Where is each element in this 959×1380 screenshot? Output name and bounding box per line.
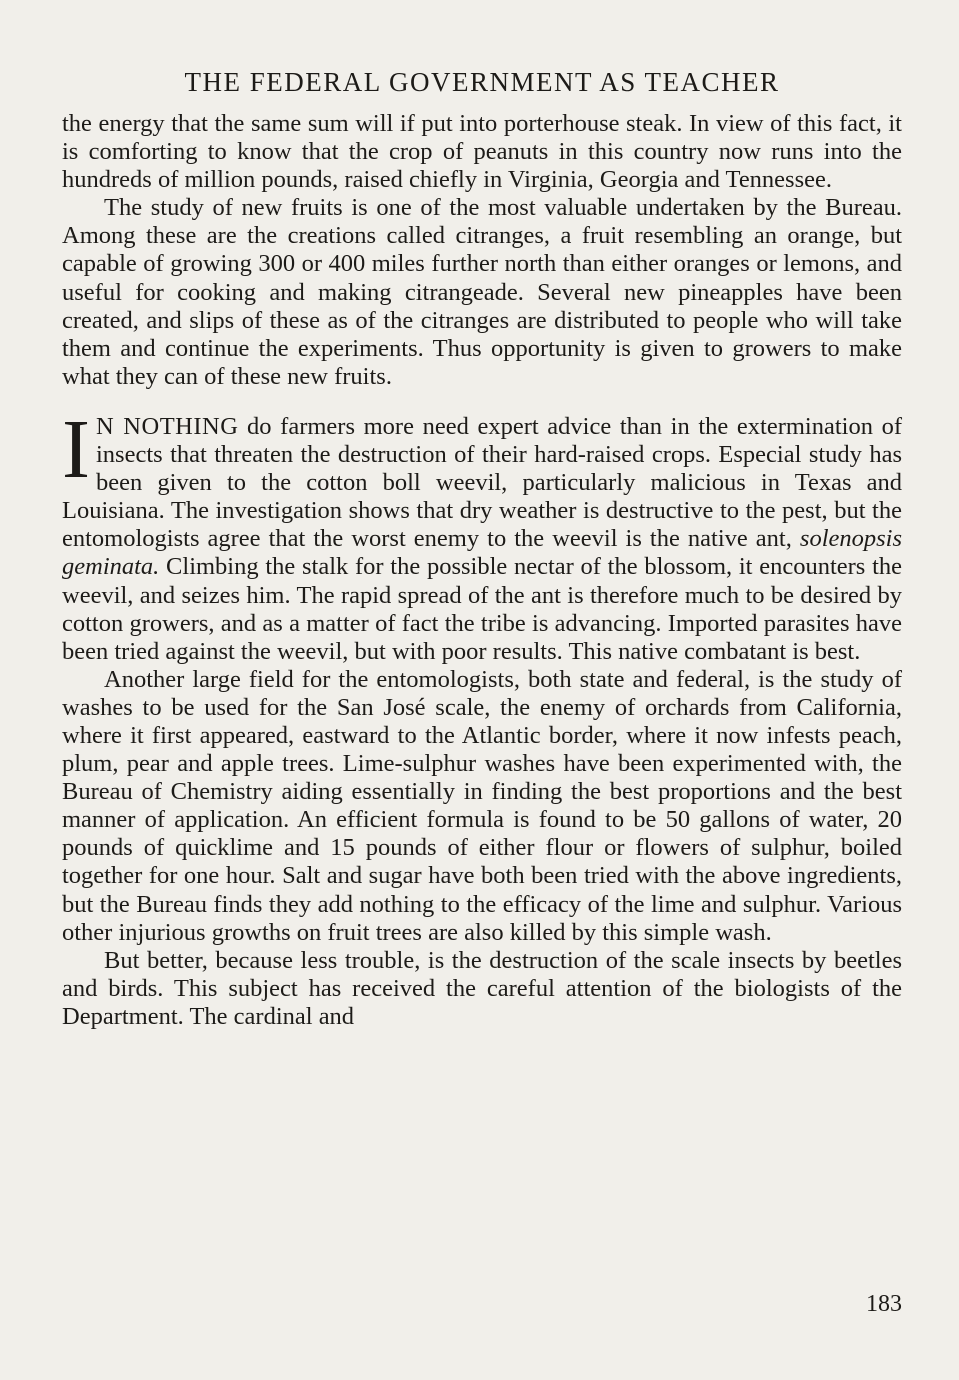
lead-in-words: N NOTHING [95,412,239,440]
paragraph-beetles-birds: But better, because less trouble, is the destruction of the scale insects by beetles and birds. This subject has received the careful attention of the biologists of the Department. The cardinal and [62,946,902,1030]
paragraph-san-jose-scale: Another large field for the entomologists, both state and federal, is the study of washes to be used for the San José scale, the enemy of orchards from California, where it first appeared, eastward to the Atlantic border, where it now infests peach, plum, pear and apple trees. Lime-sulphur washes have been experimented with, the Bureau of Chemistry aiding essentially in finding the best proportions and the best manner of application. An efficient formula is found to be 50 gallons of water, 20 pounds of quicklime and 15 pounds of either flour or flowers of sulphur, boiled together for one hour. Salt and sugar have both been tried with the above ingredients, but the Bureau finds they add nothing to the efficacy of the lime and sulphur. Various other injurious growths on fruit trees are also killed by this simple wash. [62,665,902,946]
insects-text-part-2: Climbing the stalk for the possible nectar of the blossom, it encounters the weevil, and seizes him. The rapid spread of the ant is therefore much to be desired by cotton growers, and as a matter of fact the tribe is advancing. Imported parasites have been tried against the weevil, but with poor results. This native combatant is best. [62,553,902,665]
book-page [62,62,902,1352]
paragraph-insects [62,402,902,666]
page-number: 183 [866,1291,902,1317]
paragraph-new-fruits: The study of new fruits is one of the most valuable undertaken by the Bureau. Among these are the creations called citranges, a fruit resembling an orange, but capable of growing 300 or 400 miles further north than either oranges or lemons, and useful for cooking and making citrangeade. Several new pineapples have been created, and slips of these as of the citranges are distributed to people who will take them and continue the experiments. Thus opportunity is given to growers to make what they can of these new fruits. [62,194,902,390]
insects-text-part-1: do farmers more need expert advice than in the extermination of insects that threaten the destruction of their hard-raised crops. Especial study has been given to the cotton boll weevil, particularly malicious in Texas and Louisiana. The investigation shows that dry weather is destructive to the pest, but the entomologists agree that the worst enemy to the weevil is the native ant, [62,412,902,553]
running-head: THE FEDERAL GOVERNMENT AS TEACHER [184,67,780,97]
paragraph-peanuts: the energy that the same sum will if put into porterhouse steak. In view of this fact, it is comforting to know that the crop of peanuts in this country now runs into the hundreds of million pounds, raised chiefly in Virginia, Georgia and Tennessee. [62,110,902,194]
drop-cap: I [62,402,90,496]
species-name: solenopsis geminata. [62,525,902,581]
